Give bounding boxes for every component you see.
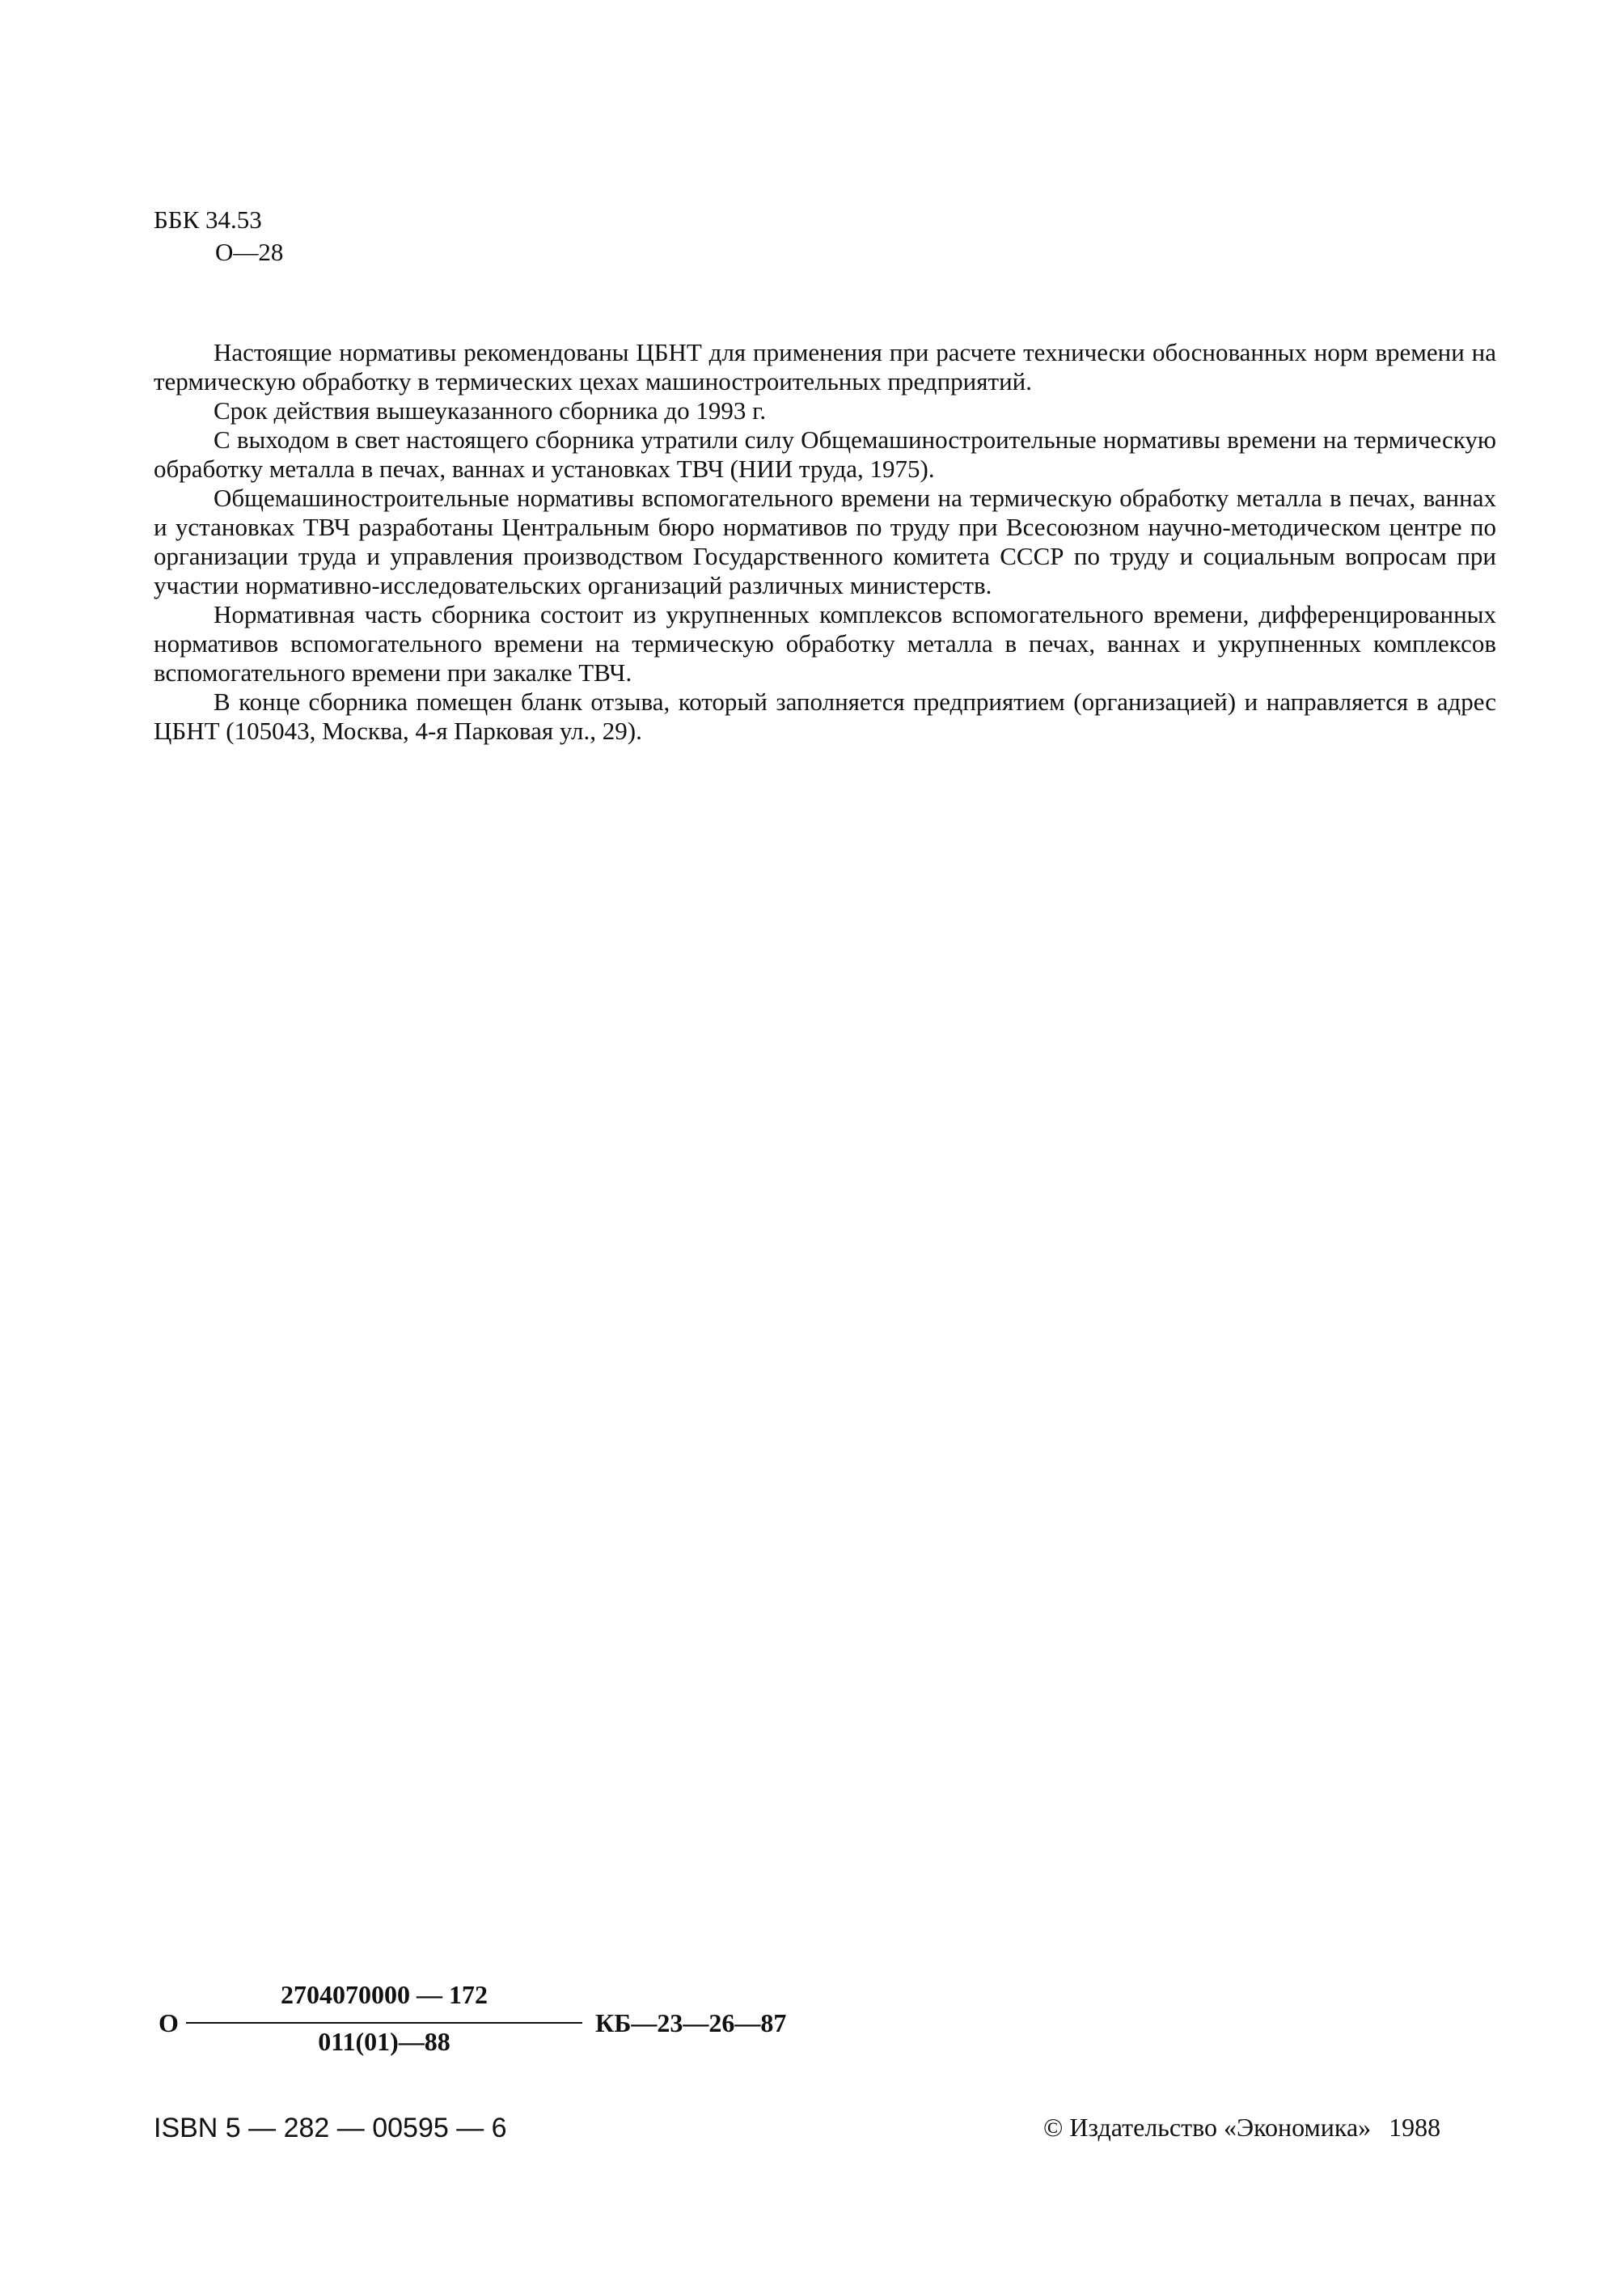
paragraph-feedback: В конце сборника помещен бланк отзыва, который заполняется предприятием (организацией) и направляется в адрес ЦБНТ (105043, Москва, 4-я Парковая ул., 29). <box>154 687 1496 745</box>
paragraph-validity: Срок действия вышеуказанного сборника до 1993 г. <box>214 396 767 425</box>
catalog-index <box>159 1980 787 2069</box>
paragraph-superseded: С выходом в свет настоящего сборника утратили силу Общемашиностроительные нормативы времени на термическую обработку металла в печах, ваннах и установках ТВЧ (НИИ труда, 1975). <box>154 425 1496 483</box>
publication-year: 1988 <box>1389 2113 1441 2142</box>
annotation-text <box>154 338 1496 746</box>
catalog-suffix: КБ—23—26—87 <box>595 2008 787 2037</box>
isbn: ISBN 5 — 282 — 00595 — 6 <box>154 2113 507 2143</box>
author-sign: О—28 <box>215 238 284 266</box>
paragraph-contents: Нормативная часть сборника состоит из укрупненных комплексов вспомогательного времени, дифференцированных нормативов вспомогательного времени на термическую обработку металла в печах, ваннах и укрупненных комплексов вспомогательного времени при закалке ТВЧ. <box>154 600 1496 687</box>
copyright-text: © Издательство «Экономика» <box>1043 2113 1372 2142</box>
copyright-line <box>1043 2113 1440 2143</box>
fraction-bar <box>186 2022 582 2024</box>
catalog-denominator: 011(01)—88 <box>318 2027 450 2056</box>
paragraph-developers: Общемашиностроительные нормативы вспомогательного времени на термическую обработку металла в печах, ваннах и установках ТВЧ разработаны Центральным бюро нормативов по труду при Всесоюзном научно-методическом центре по организации труда и управления производством Государственного комитета СССР по труду и социальным вопросам при участии нормативно-исследовательских организаций различных министерств. <box>154 484 1496 599</box>
catalog-prefix: О <box>159 2008 179 2037</box>
paragraph-recommendation: Настоящие нормативы рекомендованы ЦБНТ для применения при расчете технически обоснованных норм времени на термическую обработку в термических цехах машиностроительных предприятий. <box>154 338 1496 396</box>
bbk-index <box>154 204 283 269</box>
bbk-code: ББК 34.53 <box>154 205 262 234</box>
catalog-numerator: 2704070000 — 172 <box>281 1980 488 2009</box>
